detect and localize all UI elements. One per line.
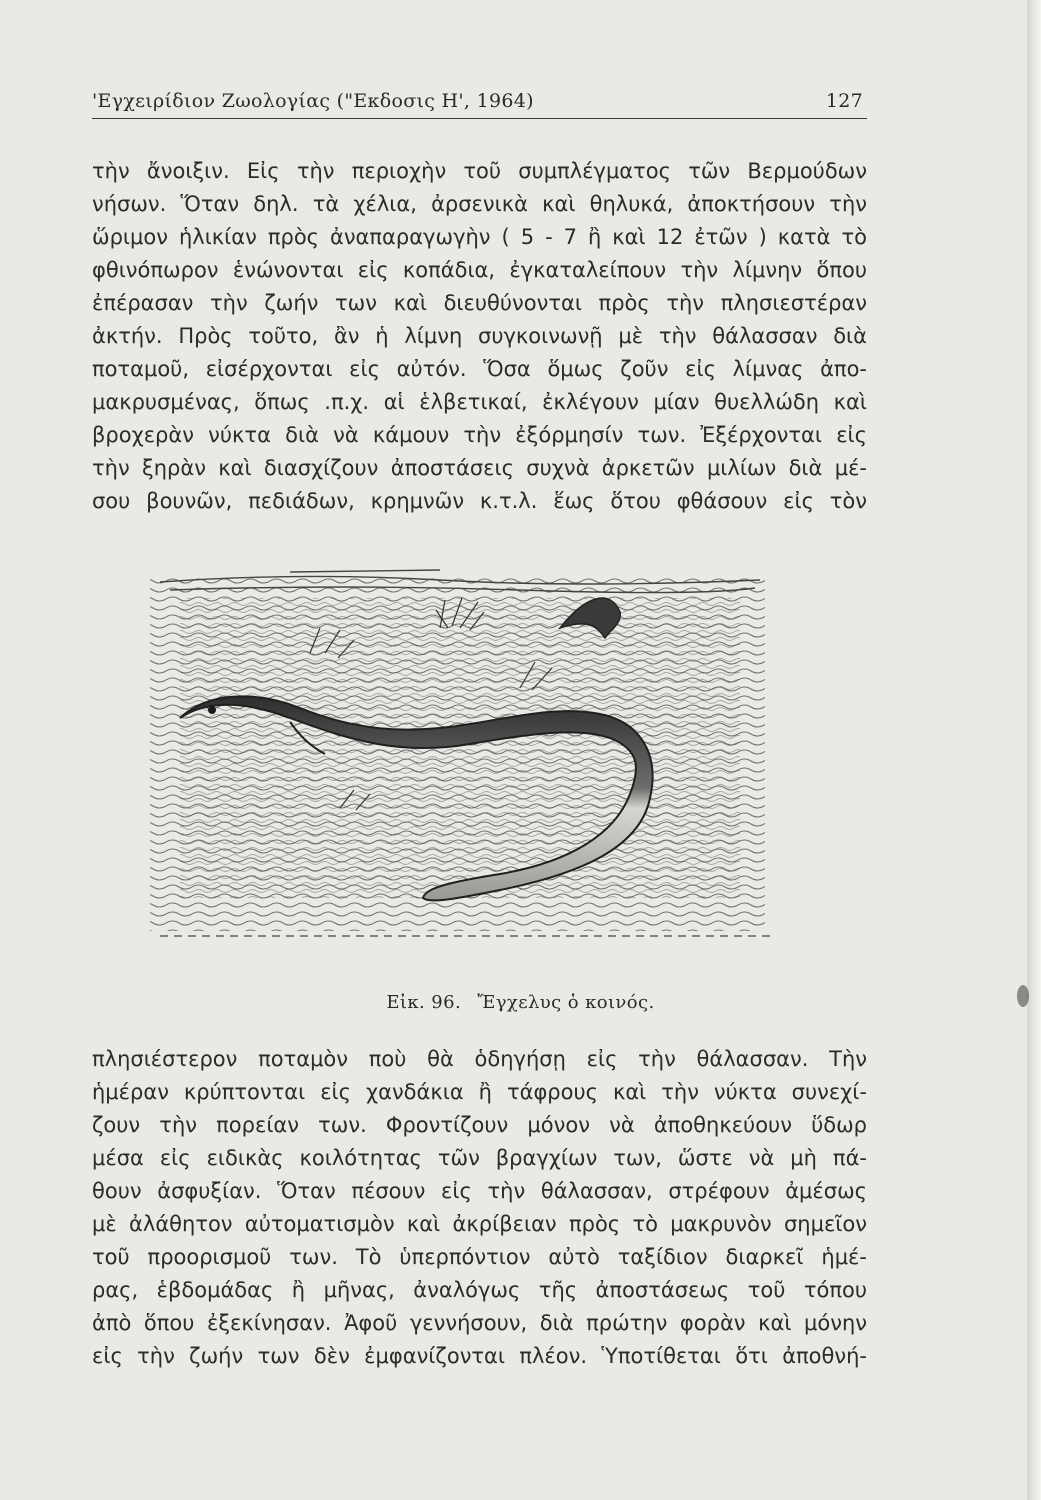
text-line: μὲ ἀλάθητον αὐτοματισμὸν καὶ ἀκρίβειαν πρὸς τὸ μακρυνὸν σημεῖον [92, 1212, 867, 1236]
text-line: ἐπέρασαν τὴν ζωήν των καὶ διευθύνονται πρὸς τὴν πλησιεστέραν [92, 291, 867, 315]
text-line: τὴν ἄνοιξιν. Εἰς τὴν περιοχὴν τοῦ συμπλέγματος τῶν Βερμούδων [92, 159, 867, 183]
text-line: τὴν ξηρὰν καὶ διασχίζουν ἀποστάσεις συχνὰ ἀρκετῶν μιλίων διὰ μέ- [92, 456, 867, 480]
eel-illustration [140, 558, 785, 953]
text-line: βροχερὰν νύκτα διὰ νὰ κάμουν τὴν ἐξόρμησίν των. Ἐξέρχονται εἰς [92, 423, 867, 447]
text-line: ρας, ἑβδομάδας ἢ μῆνας, ἀναλόγως τῆς ἀποστάσεως τοῦ τόπου [92, 1278, 867, 1302]
text-line: ἡμέραν κρύπτονται εἰς χανδάκια ἢ τάφρους καὶ τὴν νύκτα συνεχί- [92, 1080, 867, 1104]
text-line: ποταμοῦ, εἰσέρχονται εἰς αὐτόν. Ὅσα ὅμως ζοῦν εἰς λίμνας ἀπο- [92, 357, 867, 381]
text-line: πλησιέστερον ποταμὸν ποὺ θὰ ὁδηγήσῃ εἰς τὴν θάλασσαν. Τὴν [92, 1047, 867, 1071]
running-header [92, 88, 867, 119]
text-line: ὥριμον ἡλικίαν πρὸς ἀναπαραγωγὴν ( 5 - 7 ἢ καὶ 12 ἐτῶν ) κατὰ τὸ [92, 225, 867, 249]
paragraph-top [92, 155, 867, 518]
ink-spot [1017, 985, 1029, 1007]
text-line: θουν ἀσφυξίαν. Ὅταν πέσουν εἰς τὴν θάλασσαν, στρέφουν ἀμέσως [92, 1179, 867, 1203]
text-line: εἰς τὴν ζωήν των δὲν ἐμφανίζονται πλέον. Ὑποτίθεται ὅτι ἀποθνή- [92, 1344, 867, 1368]
text-line: ζουν τὴν πορείαν των. Φροντίζουν μόνον νὰ ἀποθηκεύουν ὕδωρ [92, 1113, 867, 1137]
page-edge [1027, 0, 1041, 1500]
text-line: ἀπὸ ὅπου ἐξεκίνησαν. Ἀφοῦ γεννήσουν, διὰ πρώτην φορὰν καὶ μόνην [92, 1311, 867, 1335]
figure-caption [0, 992, 1041, 1013]
text-line: νήσων. Ὅταν δηλ. τὰ χέλια, ἀρσενικὰ καὶ θηλυκά, ἀποκτήσουν τὴν [92, 192, 867, 216]
figure-caption-text: Ἔγχελυς ὁ κοινός. [477, 992, 655, 1013]
figure-label: Εἰκ. 96. [386, 992, 462, 1013]
text-line: μέσα εἰς ειδικὰς κοιλότητας τῶν βραγχίων των, ὥστε νὰ μὴ πά- [92, 1146, 867, 1170]
text-line: μακρυσμένας, ὅπως .π.χ. αἱ ἑλβετικαί, ἐκλέγουν μίαν θυελλώδη καὶ [92, 390, 867, 414]
text-line: ἀκτήν. Πρὸς τοῦτο, ἂν ἡ λίμνη συγκοινωνῇ μὲ τὴν θάλασσαν διὰ [92, 324, 867, 348]
header-title: 'Εγχειρίδιον Ζωολογίας ("Εκδοσις Η', 1964) [92, 90, 534, 112]
text-line: φθινόπωρον ἑνώνονται εἰς κοπάδια, ἐγκαταλείπουν τὴν λίμνην ὅπου [92, 258, 867, 282]
text-line: τοῦ προορισμοῦ των. Τὸ ὑπερπόντιον αὐτὸ ταξίδιον διαρκεῖ ἡμέ- [92, 1245, 867, 1269]
text-line: σου βουνῶν, πεδιάδων, κρημνῶν κ.τ.λ. ἕως ὅτου φθάσουν εἰς τὸν [92, 489, 867, 513]
page-number: 127 [825, 90, 863, 112]
water-texture [150, 576, 765, 931]
paragraph-bottom [92, 1043, 867, 1373]
